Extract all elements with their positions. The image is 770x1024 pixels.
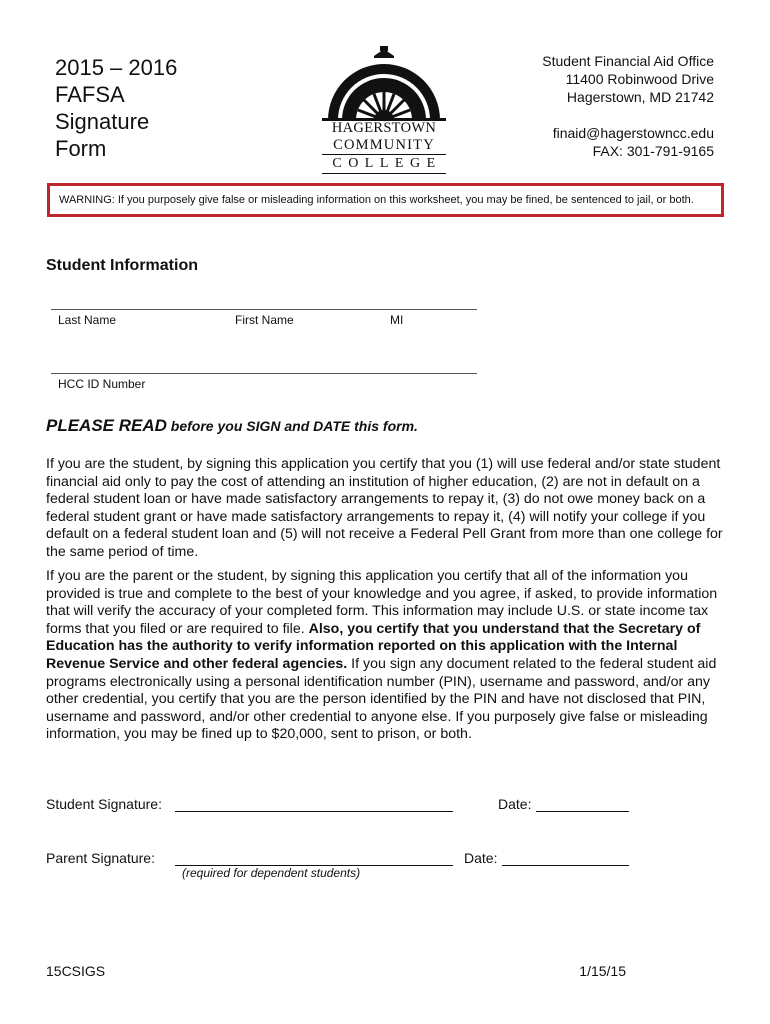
student-signature-label: Student Signature: [46, 796, 162, 812]
student-info-heading: Student Information [46, 257, 198, 274]
hcc-id-field-line[interactable] [51, 373, 477, 374]
parent-signature-label: Parent Signature: [46, 850, 155, 866]
title-line-form: Form [55, 136, 107, 161]
title-line-signature: Signature [55, 109, 150, 134]
title-line-year: 2015 – 2016 [55, 55, 178, 80]
please-read-lead: PLEASE READ [46, 416, 167, 435]
student-certification-paragraph: If you are the student, by signing this application you certify that you (1) will use federal and/or state student financial aid only to pay the cost of attending an institution of higher education, (2) are not in default on a federal student loan or have made satisfactory arrangements to repay it, (3) do not owe money back on a federal student grant or have made satisfactory arrangements to repay it, (4) will notify your college if you default on a federal student loan and (5) will not receive a Federal Pell Grant from more than one college for the same period of time. [46, 456, 723, 560]
office-street: 11400 Robinwood Drive [565, 71, 714, 87]
please-read-heading [46, 416, 418, 436]
parent-signature-note: (required for dependent students) [182, 866, 361, 880]
logo-wordmark-line3: COLLEGE [332, 156, 442, 171]
form-revision-date: 1/15/15 [579, 963, 626, 979]
college-logo [318, 46, 450, 174]
student-signature-line[interactable] [175, 811, 453, 812]
logo-arch-icon [318, 46, 450, 122]
paragraph2-part2: If you sign any document related to the federal student aid programs electronically using a personal identification number (PIN), username and password, and/or any other credential, you certify that you are the person identified by the PIN and have not disclosed that PIN, username and password, and/or other credential to anyone else. If you purposely give false or misleading information, you may be fined up to $20,000, sent to prison, or both. [46, 655, 717, 743]
logo-wordmark-line2: COMMUNITY [333, 137, 435, 153]
form-title [55, 54, 177, 162]
office-name: Student Financial Aid Office [542, 53, 714, 69]
office-city: Hagerstown, MD 21742 [566, 89, 714, 105]
last-name-label: Last Name [58, 313, 117, 327]
please-read-rest: before you SIGN and DATE this form. [166, 418, 418, 434]
student-date-label: Date: [498, 796, 532, 812]
mi-label: MI [390, 313, 404, 327]
office-address [542, 52, 714, 160]
parent-date-label: Date: [464, 850, 498, 866]
warning-box [47, 183, 724, 217]
warning-text: WARNING: If you purposely give false or misleading information on this worksheet, you may be fined, be sentenced to jail, or both. [59, 194, 694, 206]
logo-wordmark-line1: HAGERSTOWN [331, 120, 437, 136]
student-date-line[interactable] [536, 811, 629, 812]
parent-date-line[interactable] [502, 865, 629, 866]
form-code: 15CSIGS [46, 963, 106, 979]
logo-rule-top [322, 154, 446, 155]
name-field-line[interactable] [51, 309, 477, 310]
first-name-label: First Name [235, 313, 294, 327]
hcc-id-label: HCC ID Number [58, 377, 146, 391]
paragraph2-part1: If you are the parent or the student, by signing this application you certify that all of the information you provided is true and complete to the best of your knowledge and you agree, if asked, to provide information that will verify the accuracy of your completed form. This information may include U.S. or state income tax forms that you filed or are required to file. [46, 568, 718, 637]
office-email: finaid@hagerstowncc.edu [552, 125, 714, 141]
parent-certification-paragraph [46, 568, 736, 744]
logo-rule-bottom [322, 173, 446, 174]
title-line-fafsa: FAFSA [55, 82, 125, 107]
paragraph2-bold: Also, you certify that you understand that the Secretary of Education has the authority to verify information reported on this application with the Internal Revenue Service and other federal agencies. [46, 620, 701, 672]
office-fax: FAX: 301-791-9165 [592, 143, 714, 159]
